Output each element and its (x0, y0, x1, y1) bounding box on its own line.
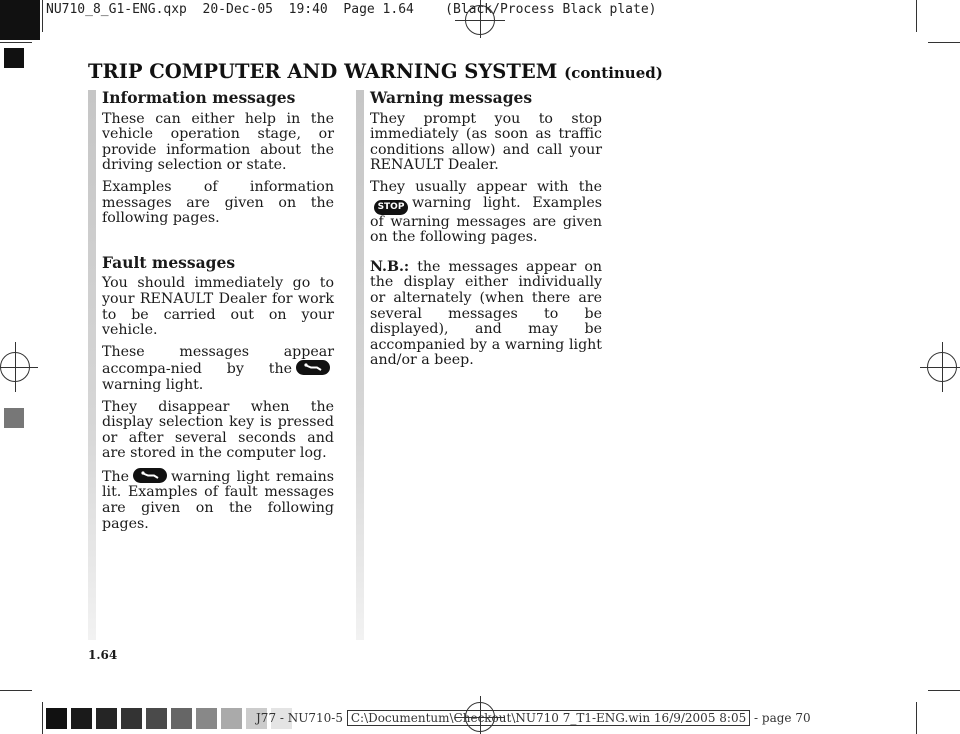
warn-heading: Warning messages (370, 88, 533, 107)
color-swatch (196, 708, 217, 729)
crop-mark (42, 702, 43, 734)
warn-paragraph (370, 180, 602, 246)
registration-line (15, 342, 16, 392)
color-swatch (46, 708, 67, 729)
fault-text: warning light remains lit. Examples of fault messages are given on the following pages. (102, 468, 334, 532)
color-swatch (221, 708, 242, 729)
footer-prefix: J77 - NU710-5 (256, 711, 343, 725)
color-swatch (146, 708, 167, 729)
crop-mark (42, 0, 43, 32)
print-slug: NU710_8_G1-ENG.qxp 20-Dec-05 19:40 Page 1.64 (Black/Process Black plate) (46, 2, 657, 17)
registration-block (4, 408, 24, 428)
fault-paragraph: They disappear when the display selection key is pressed or after several seconds and are stored in the computer log. (102, 398, 334, 462)
nb-label: N.B.: (370, 258, 410, 275)
right-column-bar (356, 90, 364, 640)
fault-paragraph: You should immediately go to your RENAULT Dealer for work to be carried out on your vehicle. (102, 275, 334, 339)
crop-mark (916, 702, 917, 734)
footer-path: C:\Documentum\Checkout\NU710 7_T1-ENG.win 16/9/2005 8:05 (347, 710, 750, 726)
crop-mark (928, 690, 960, 691)
stop-warning-icon: STOP (374, 200, 408, 215)
fault-text: These messages appear accompa-nied by the (102, 343, 334, 378)
crop-mark (916, 0, 917, 32)
registration-block (0, 0, 40, 40)
page-title (88, 60, 663, 83)
crop-mark (0, 42, 32, 43)
crop-mark (928, 42, 960, 43)
info-heading: Information messages (102, 88, 296, 107)
service-warning-icon (133, 468, 167, 483)
registration-line (0, 367, 38, 368)
fault-text: The (102, 468, 129, 485)
service-warning-icon (296, 360, 330, 375)
crop-mark (0, 690, 32, 691)
nb-text: the messages appear on the display either individually or alternately (when there are several messages to be displayed), and may be accompanied by a warning light and/or a beep. (370, 258, 602, 369)
nb-paragraph (370, 260, 602, 369)
page-number: 1.64 (88, 648, 118, 662)
registration-line (920, 367, 960, 368)
info-paragraph: Examples of information messages are given on the following pages. (102, 178, 334, 227)
registration-line (942, 342, 943, 392)
info-paragraph: These can either help in the vehicle operation stage, or provide information about the driving selection or state. (102, 110, 334, 174)
footer-suffix: - page 70 (754, 711, 811, 725)
color-swatch (71, 708, 92, 729)
warn-text: They usually appear with the (370, 178, 602, 195)
right-column (370, 90, 602, 375)
fault-text: warning light. (102, 376, 204, 393)
left-column (102, 90, 334, 538)
left-column-bar (88, 90, 96, 640)
color-swatch (96, 708, 117, 729)
warn-text: warning light. Examples of warning messages are given on the following pages. (370, 194, 602, 246)
page-title-continued: (continued) (564, 64, 663, 82)
fault-paragraph (102, 468, 334, 532)
fault-heading: Fault messages (102, 252, 236, 272)
color-swatch (171, 708, 192, 729)
fault-paragraph (102, 345, 334, 394)
color-swatch (121, 708, 142, 729)
warn-paragraph: They prompt you to stop immediately (as soon as traffic conditions allow) and call your RENAULT Dealer. (370, 110, 602, 174)
page-title-text: TRIP COMPUTER AND WARNING SYSTEM (88, 60, 558, 83)
registration-block (4, 48, 24, 68)
footer (256, 711, 811, 725)
